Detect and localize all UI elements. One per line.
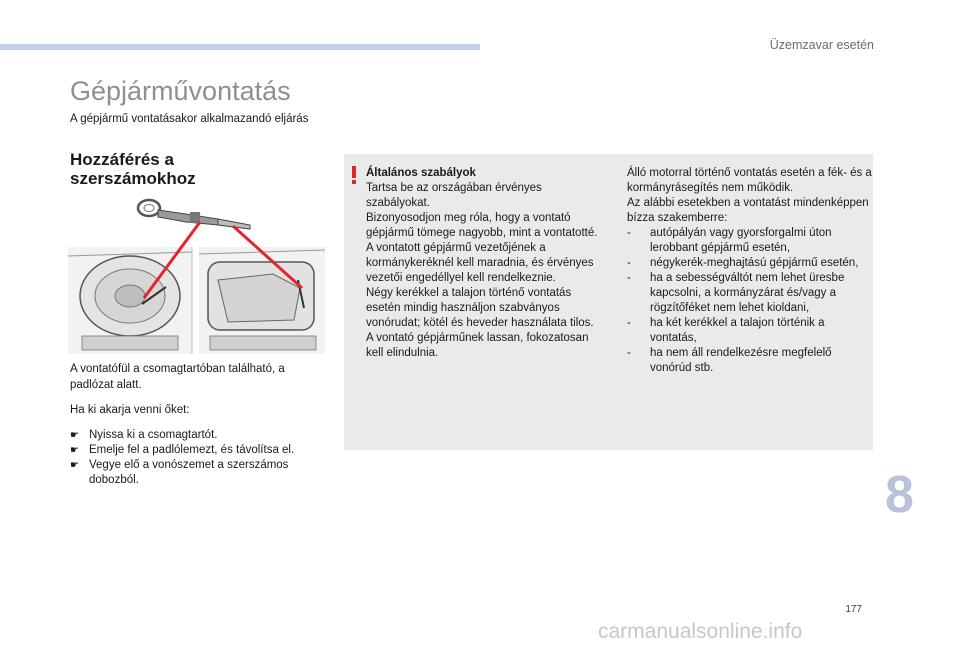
general-rules-title: Általános szabályok: [366, 167, 476, 179]
general-rules-text: Tartsa be az országában érvényes szabályokat. Bizonyosodjon meg róla, hogy a vontató gépjármű tömege nagyobb, mint a vontatotté. A vontatott gépjármű vezetőjének a kormánykeréknél kell maradnia, és érvényes vezetői engedéllyel kell rendelkeznie. Négy kerékkel a talajon történő vontatás esetén mindig használjon szabványos vonórudat; kötél és heveder használata tilos. A vontató gépjárműnek lassan, fokozatosan kell elindulnia.: [366, 182, 598, 359]
page-subtitle: A gépjármű vontatásakor alkalmazandó eljárás: [70, 113, 309, 125]
list-item: - ha a sebességváltót nem lehet üresbe kapcsolni, a kormányzárat és/vagy a rögzítőféket nem lehet kioldani,: [627, 272, 845, 314]
watermark: carmanualsonline.info: [598, 620, 803, 643]
pointing-hand-icon: ☛: [70, 460, 79, 471]
chapter-number: 8: [885, 466, 914, 524]
instruction-steps: [70, 428, 340, 488]
pointing-hand-icon: ☛: [70, 430, 79, 441]
specialist-cases-list: [627, 226, 872, 376]
instructions-intro: Ha ki akarja venni őket:: [70, 404, 190, 416]
pointing-hand-icon: ☛: [70, 445, 79, 456]
list-item: ☛ Vegye elő a vonószemet a szerszámos dobozból.: [70, 459, 289, 486]
list-item: ☛ Emelje fel a padlólemezt, és távolítsa el.: [70, 444, 295, 456]
specialist-intro-text: Álló motorral történő vontatás esetén a fék- és a kormányrásegítés nem működik. Az alábbi esetekben a vontatást mindenképpen bízza szakemberre:: [627, 167, 872, 224]
tool-access-illustration: [68, 192, 325, 354]
tow-eye-location-text: A vontatófül a csomagtartóban található, a padlózat alatt.: [70, 363, 285, 391]
page-number: 177: [845, 604, 862, 615]
top-accent-bar: [0, 44, 480, 50]
general-rules-column: [366, 166, 606, 361]
warning-exclamation-icon: [350, 166, 358, 184]
list-item: - ha két kerékkel a talajon történik a vontatás,: [627, 317, 825, 344]
list-item: - autópályán vagy gyorsforgalmi úton lerobbant gépjármű esetén,: [627, 227, 832, 254]
specialist-towing-column: [627, 166, 872, 376]
section-heading: Hozzáférés a szerszámokhoz: [70, 150, 196, 188]
trunk-right-image: [199, 247, 325, 354]
list-item: - négykerék-meghajtású gépjármű esetén,: [627, 257, 859, 269]
list-item: - ha nem áll rendelkezésre megfelelő vonórúd stb.: [627, 347, 832, 374]
page-title: Gépjárművontatás: [70, 76, 291, 106]
towing-eye-icon: [138, 200, 250, 229]
trunk-left-image: [68, 247, 192, 354]
list-item: ☛ Nyissa ki a csomagtartót.: [70, 429, 218, 441]
section-title: Üzemzavar esetén: [769, 38, 874, 52]
